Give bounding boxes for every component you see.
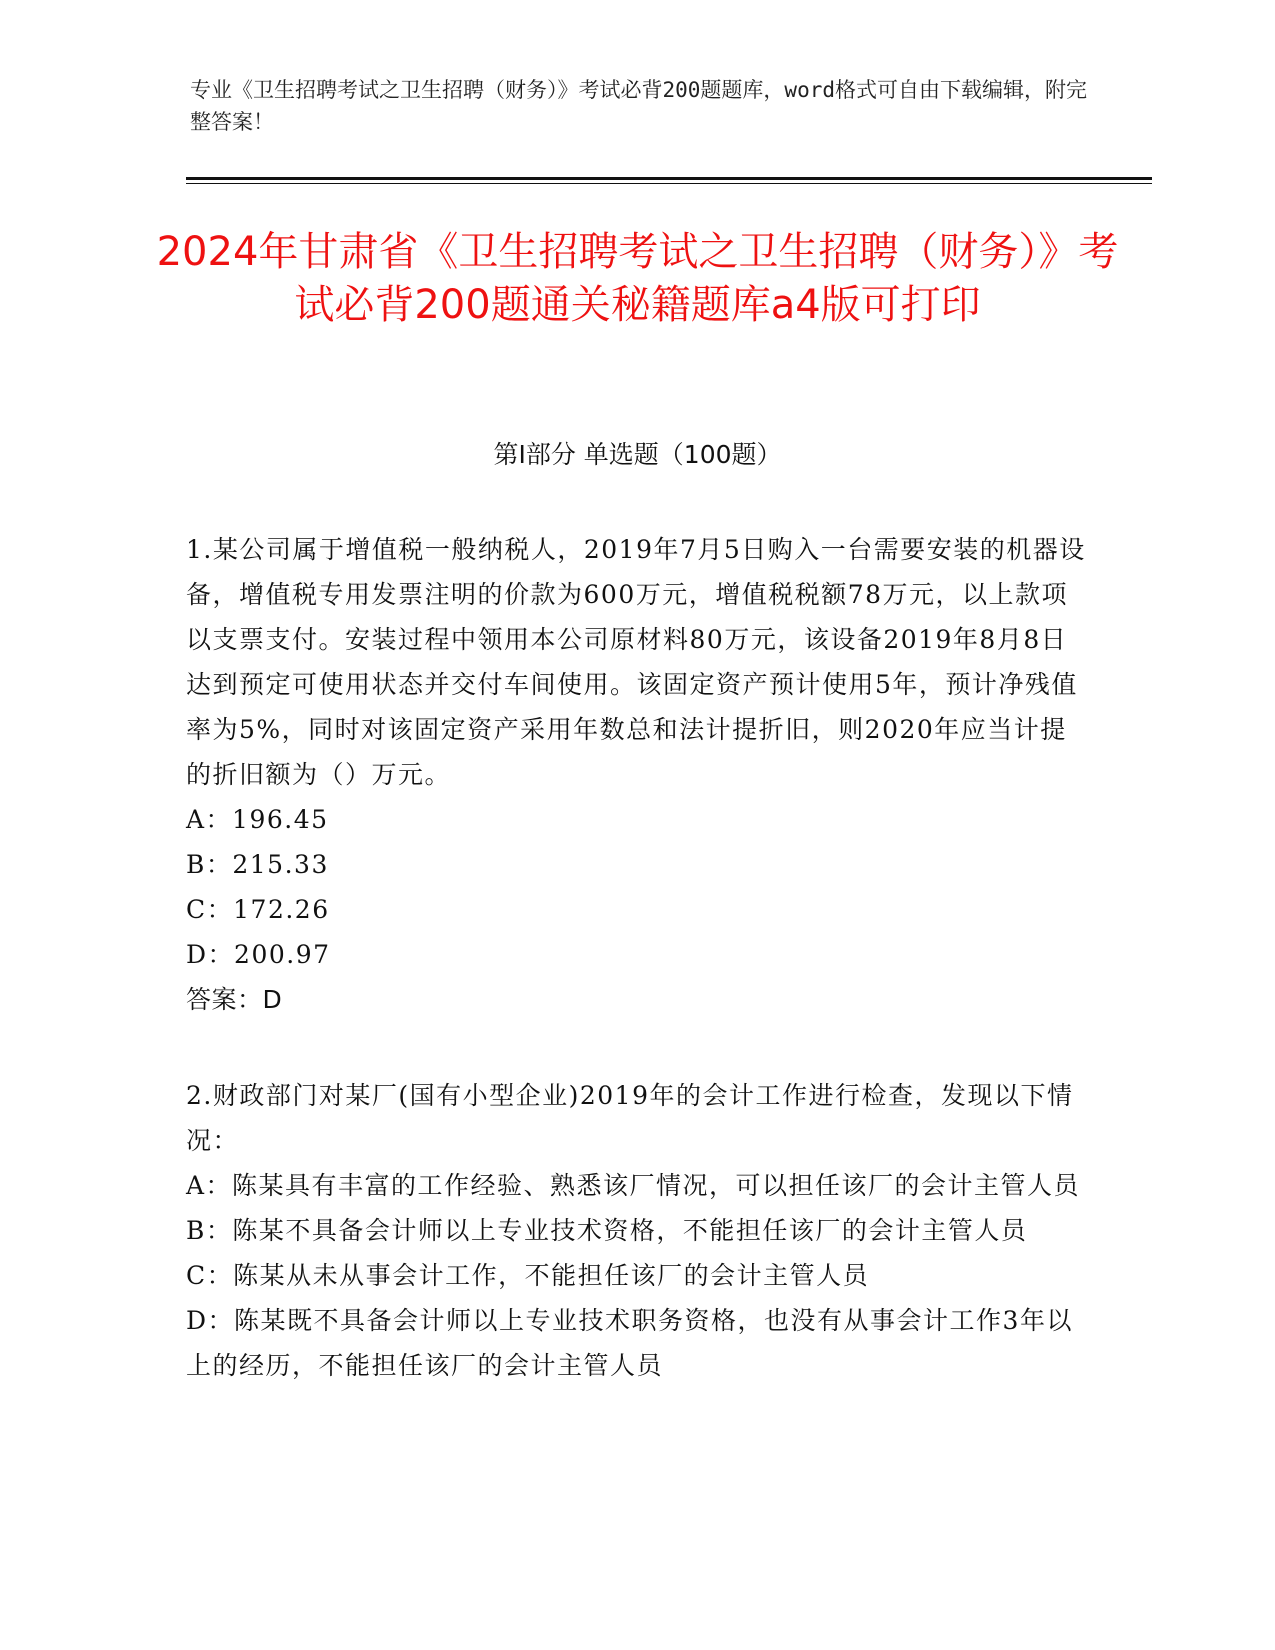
header-divider-thin bbox=[186, 183, 1152, 184]
option-c: C：172.26 bbox=[186, 895, 330, 924]
section-heading: 第Ⅰ部分 单选题（100题） bbox=[493, 440, 782, 469]
option-a: A：陈某具有丰富的工作经验、熟悉该厂情况，可以担任该厂的会计主管人员 bbox=[186, 1171, 1081, 1200]
option-b: B：陈某不具备会计师以上专业技术资格，不能担任该厂的会计主管人员 bbox=[186, 1216, 1028, 1245]
header-note: 专业《卫生招聘考试之卫生招聘（财务）》考试必背200题题库，word格式可自由下载编辑，附完整答案！ bbox=[190, 78, 1087, 134]
question-block bbox=[186, 527, 1086, 1022]
option-a: A：196.45 bbox=[186, 805, 329, 834]
option-d: D：陈某既不具备会计师以上专业技术职务资格，也没有从事会计工作3年以上的经历，不能担任该厂的会计主管人员 bbox=[186, 1306, 1073, 1380]
header-divider-thick bbox=[186, 177, 1152, 180]
option-d: D：200.97 bbox=[186, 940, 331, 969]
answer-line: 答案：D bbox=[186, 985, 283, 1014]
document-title: 2024年甘肃省《卫生招聘考试之卫生招聘（财务）》考试必背200题通关秘籍题库a4版可打印 bbox=[156, 229, 1119, 328]
question-block bbox=[186, 1073, 1086, 1388]
option-b: B：215.33 bbox=[186, 850, 329, 879]
question-stem: 1.某公司属于增值税一般纳税人，2019年7月5日购入一台需要安装的机器设备，增值税专用发票注明的价款为600万元，增值税税额78万元，以上款项以支票支付。安装过程中领用本公司原材料80万元，该设备2019年8月8日达到预定可使用状态并交付车间使用。该固定资产预计使用5年，预计净残值率为5%，同时对该固定资产采用年数总和法计提折旧，则2020年应当计提的折旧额为（）万元。 bbox=[186, 535, 1086, 789]
option-c: C：陈某从未从事会计工作，不能担任该厂的会计主管人员 bbox=[186, 1261, 870, 1290]
question-stem: 2.财政部门对某厂(国有小型企业)2019年的会计工作进行检查，发现以下情况： bbox=[186, 1081, 1074, 1155]
